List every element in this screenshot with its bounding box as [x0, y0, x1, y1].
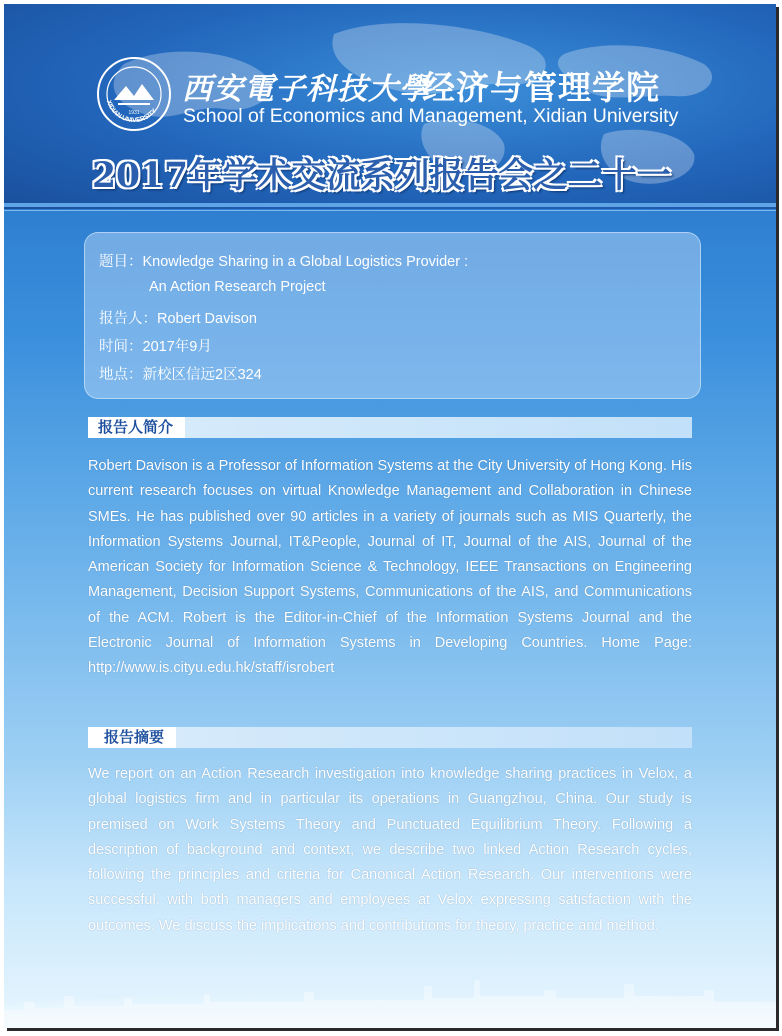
abstract-section-bar	[88, 727, 692, 748]
time-value: 2017年9月	[142, 339, 212, 355]
university-name-cn: 西安電子科技大學	[182, 72, 430, 107]
series-title: 2017年学术交流系列报告会之二十一	[92, 156, 672, 196]
logo-text: XIDIAN UNIVERSITY	[104, 99, 159, 125]
bio-section-bar	[88, 417, 692, 438]
city-skyline-graphic	[4, 898, 776, 1028]
poster	[4, 4, 776, 1028]
school-name-en: School of Economics and Management, Xidian University	[183, 105, 679, 127]
bio-text: Robert Davison is a Professor of Information Systems at the City University of Hong Kong. His current research focuses on virtual Knowledge Management and Collaboration in Chinese SMEs. He has published over 90 articles in a variety of journals such as MIS Quarterly, the Information Systems Journal, IT&People, Journal of IT, Journal of the AIS, Journal of the American Society for Information Science & Technology, IEEE Transactions on Engineering Management, Decision Support Systems, Communications of the AIS, and Communications of the ACM. Robert is the Editor-in-Chief of the Information Systems Journal and the Electronic Journal of Information Systems in Developing Countries. Home Page: http://www.is.cityu.edu.hk/staff/isrobert	[88, 458, 692, 677]
place-label: 地点：	[99, 367, 143, 383]
logo-year: 1931	[128, 110, 140, 116]
time-row	[99, 335, 212, 356]
abstract-text: We report on an Action Research investigation into knowledge sharing practices in Velox, a global logistics firm and in particular its operations in Guangzhou, China. Our study is premised on Work Systems Theory and Punctuated Equilibrium Theory. Following a description of background and context, we describe two linked Action Research cycles, following the principles and criteria for Canonical Action Research. Our interventions were successful, with both managers and employees at Velox expressing satisfaction with the outcomes. We discuss the implications and contributions for theory, practice and method.	[88, 766, 692, 934]
header-separator-thin	[4, 210, 776, 211]
talk-title-row	[99, 250, 468, 271]
place-row	[99, 363, 262, 384]
school-name-cn: 经济与管理学院	[422, 69, 660, 106]
talk-title-line1: Knowledge Sharing in a Global Logistics Provider :	[142, 254, 469, 270]
university-logo-icon	[96, 56, 172, 132]
talk-title-line2: An Action Research Project	[149, 279, 326, 295]
speaker-row	[99, 307, 257, 328]
time-label: 时间：	[99, 339, 143, 355]
talk-title-label: 题目：	[99, 254, 143, 270]
abstract-heading: 报告摘要	[88, 727, 176, 748]
speaker-name: Robert Davison	[157, 311, 257, 327]
header-separator	[4, 203, 776, 207]
speaker-label: 报告人：	[99, 311, 157, 327]
bio-heading: 报告人简介	[88, 417, 185, 438]
place-value: 新校区信远2区324	[142, 367, 262, 383]
